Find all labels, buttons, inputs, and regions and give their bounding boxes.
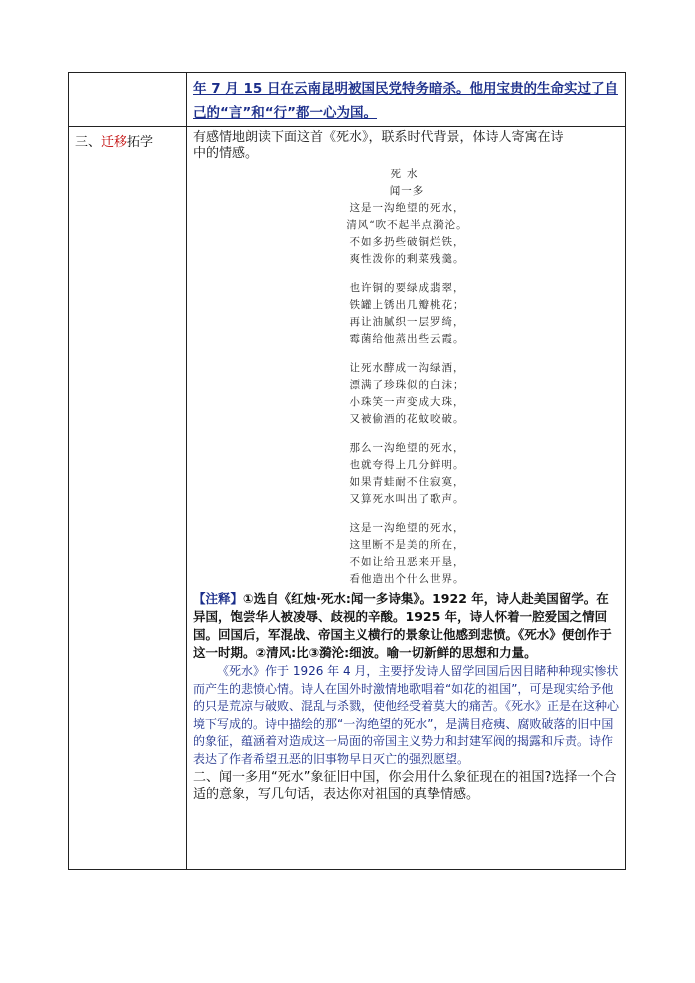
poem-stanza [193,280,621,348]
poem-line: 如果青蛙耐不住寂寞， [349,476,465,488]
question-two: 二、闻一多用“死水”象征旧中国，你会用什么象征现在的祖国?选择一个合适的意象，写几句话，表达你对祖国的真挚情感。 [193,770,617,802]
poem-line: 铁罐上锈出几瓣桃花； [349,299,465,311]
previous-row-text [193,77,621,125]
worksheet-table [68,72,626,870]
poem-line: 又被偷酒的花蚊咬破。 [349,413,465,425]
section-label-prefix: 三、 [75,135,102,150]
poem-line: 爽性泼你的剩菜残羹。 [349,253,465,265]
poem [193,166,621,588]
poem-line: 清风“吹不起半点漪沦。 [346,219,468,231]
poem-line: 这是一沟绝望的死水， [349,522,465,534]
poem-line: 小珠笑一声变成大珠， [349,396,465,408]
section-label [75,131,153,150]
analysis-text: 《死水》作于 1926 年 4 月，主要抒发诗人留学回国后因目睹种种现实惨状而产生的悲愤心情。诗人在国外时激情地歌唱着“如花的祖国”，可是现实给予他的只是荒凉与破败、混乱与杀戮，使他经受着莫大的痛苦。《死水》正是在这种心境下写成的。诗中描绘的那“一沟绝望的死水”，是满目疮痍、腐败破落的旧中国的象征，蕴涵着对造成这一局面的帝国主义势力和封建军阀的揭露和斥责。诗作表达了作者希望丑恶的旧事物早日灭亡的强烈愿望。 [193,664,620,766]
poem-stanza [193,200,621,268]
poem-stanza [193,360,621,428]
poem-stanzas [193,200,621,588]
poem-line: 这是一沟绝望的死水， [349,202,465,214]
section-content [193,130,621,803]
poem-line: 看他造出个什么世界。 [349,573,465,585]
intro-line-2: 中的情感。 [193,146,259,161]
intro-line-1: 有感情地朗读下面这首《死水》，联系时代背景，体诗人寄寓在诗 [193,130,564,145]
section-label-suffix: 拓学 [127,135,154,150]
poem-title: 死水 [390,168,424,180]
poem-line: 不如让给丑恶来开垦， [349,556,465,568]
poem-line: 那么一沟绝望的死水， [349,442,465,454]
analysis-paragraph [193,663,621,768]
poem-line: 也许铜的要绿成翡翠， [349,282,465,294]
column-divider [186,73,187,869]
poem-line: 让死水酵成一沟绿酒， [349,362,465,374]
poem-line: 不如多扔些破铜烂铁， [349,236,465,248]
poem-line: 霉菌给他蒸出些云霞。 [349,333,465,345]
annotation-text: ①选自《红烛·死水:闻一多诗集》。1922 年，诗人赴美国留学。在异国，饱尝华人被凌辱、歧视的辛酸。1925 年，诗人怀着一腔爱国之情回国。回国后，军混战、帝国主义横行的景象让他感到悲愤。《死水》便创作于这一时期。②清风:比③漪沦:细波。喻一切新鲜的思想和力量。 [193,591,612,660]
annotation [193,590,621,662]
previous-row-line-2: 己的“言”和“行”都一心为国。 [193,105,377,121]
poem-line: 也就夸得上几分鲜明。 [349,459,465,471]
poem-line: 这里断不是美的所在， [349,539,465,551]
poem-stanza [193,520,621,588]
poem-author: 闻一多 [389,185,425,197]
poem-stanza [193,440,621,508]
intro-text [193,130,621,162]
poem-line: 漂满了珍珠似的白沫； [349,379,465,391]
section-label-highlight: 迁移 [101,135,128,150]
row-divider [69,126,625,127]
poem-line: 再让油腻织一层罗绮， [349,316,465,328]
poem-line: 又算死水叫出了歌声。 [349,493,465,505]
previous-row-line-1: 年 7 月 15 日在云南昆明被国民党特务暗杀。他用宝贵的生命实过了自 [193,81,618,97]
annotation-label: 【注释】 [193,591,244,606]
